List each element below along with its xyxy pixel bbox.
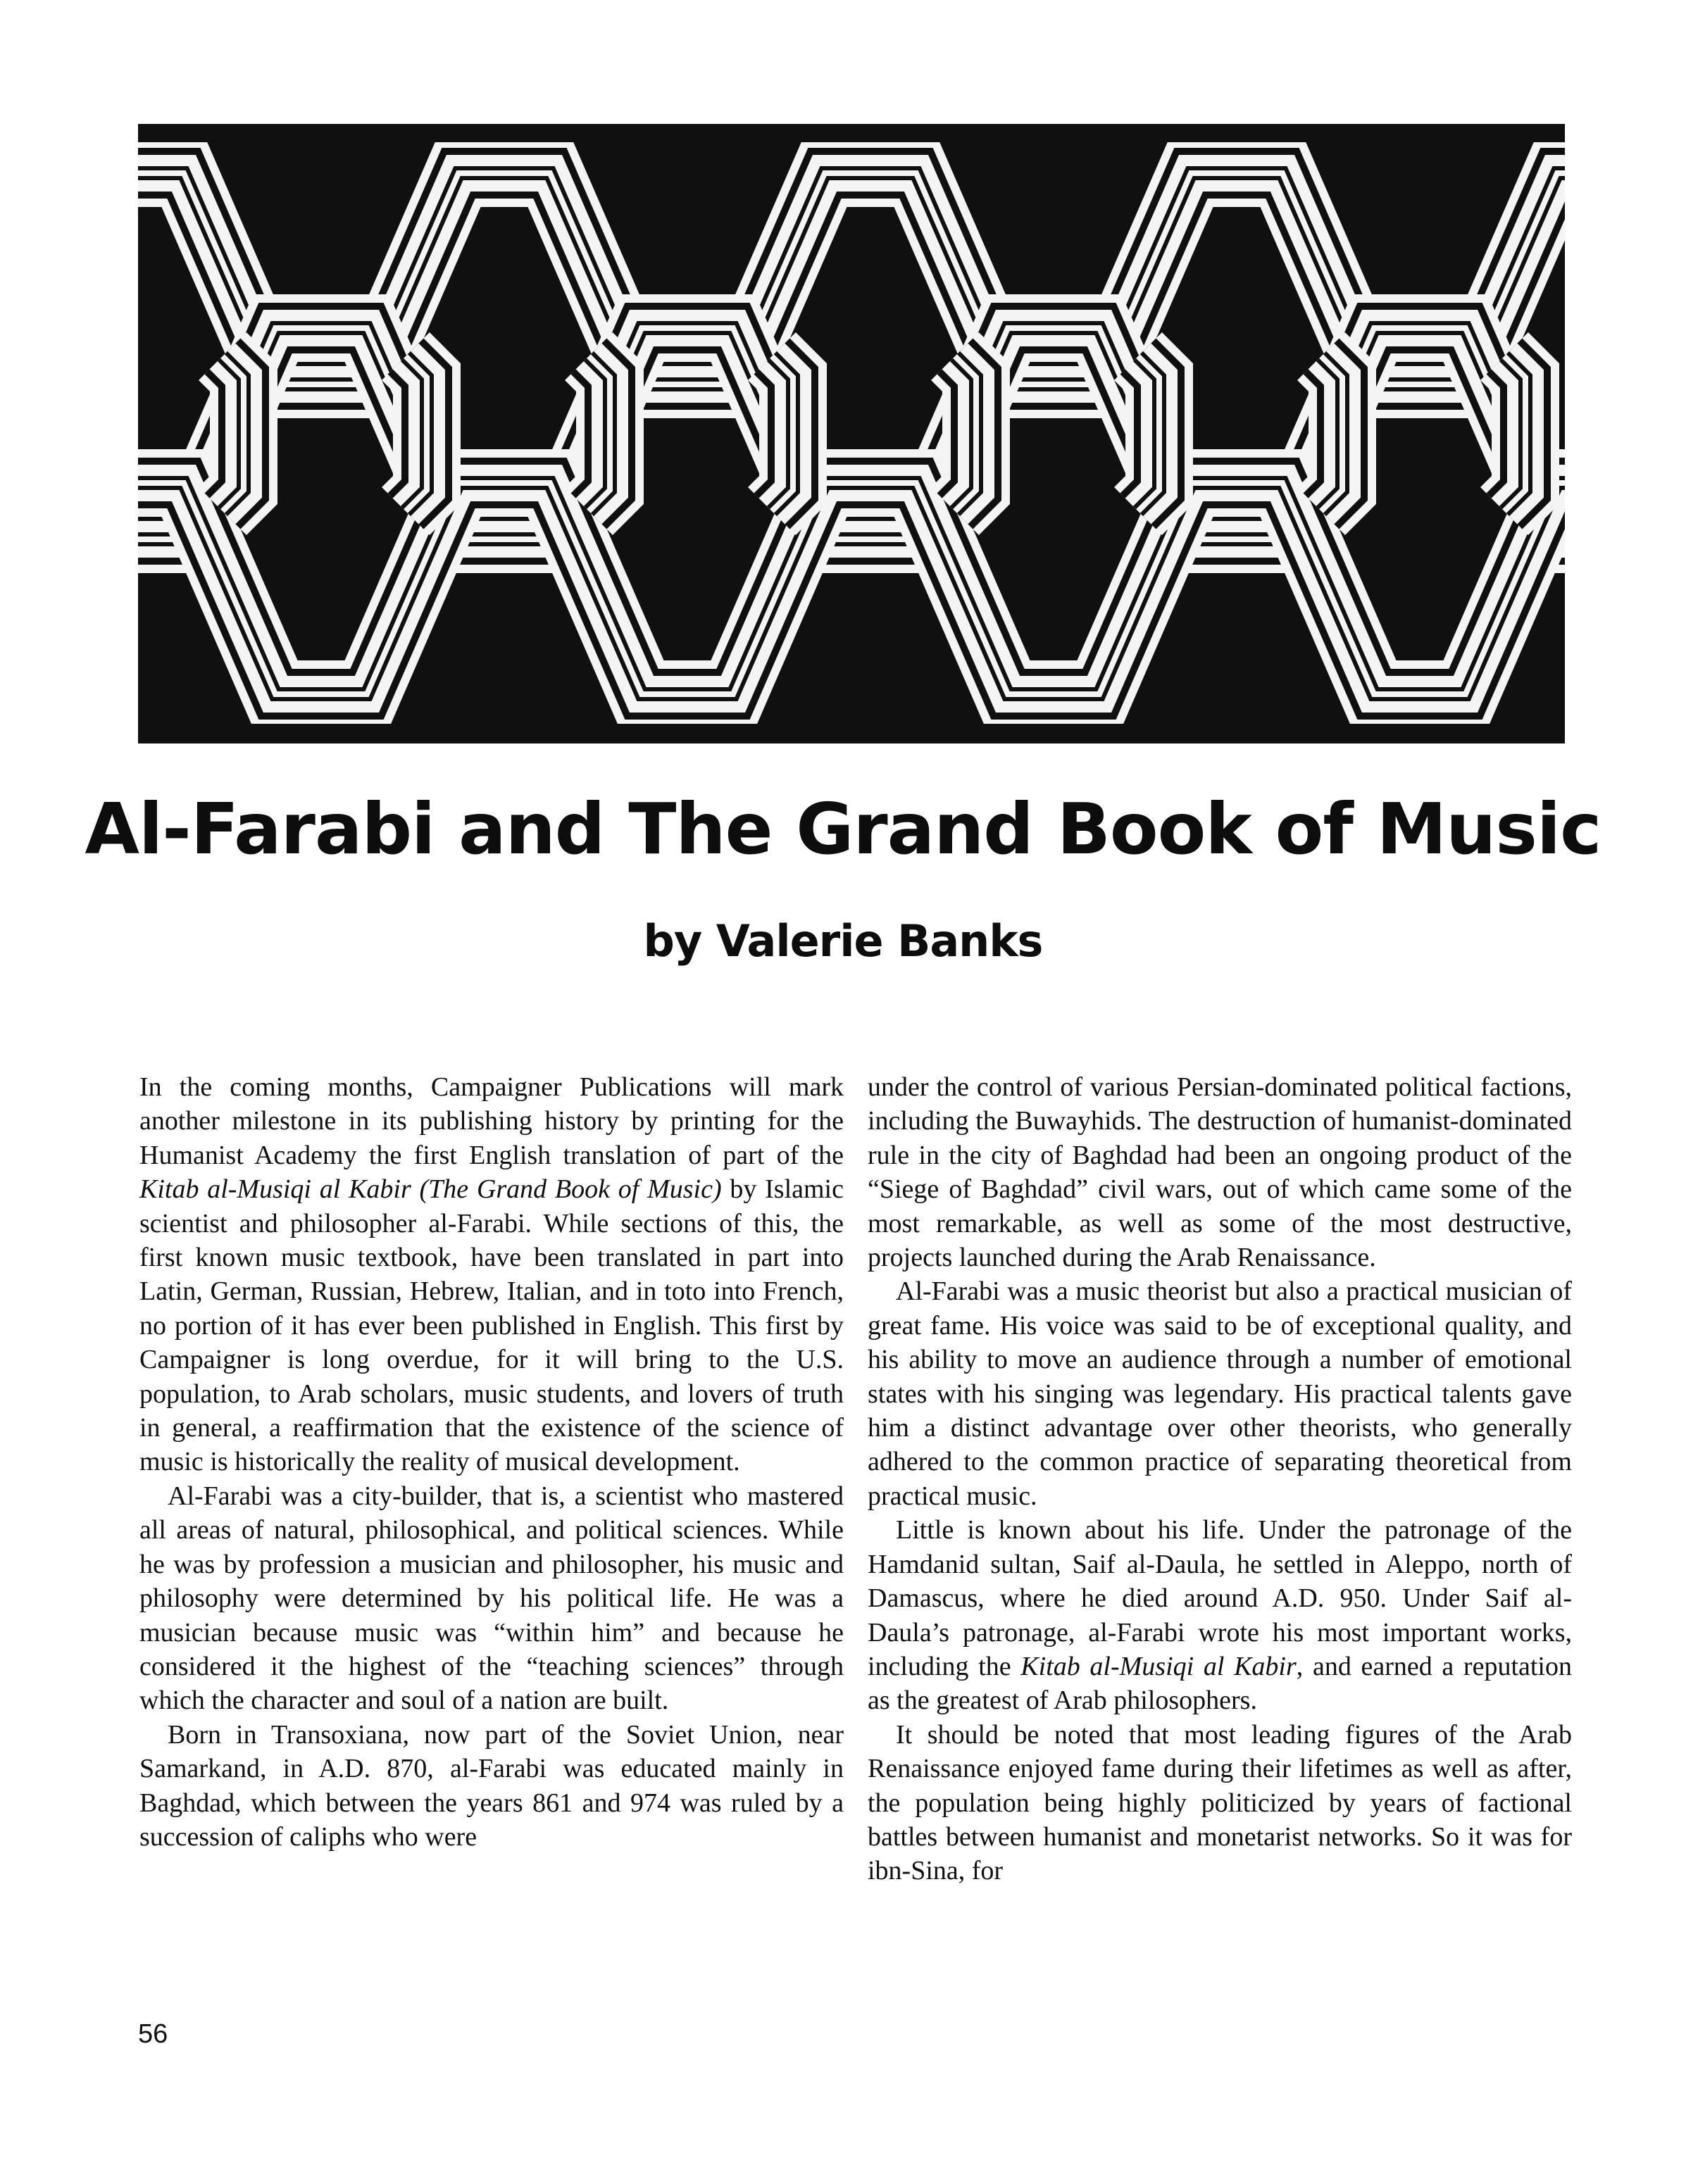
article-byline: by Valerie Banks — [643, 915, 1043, 967]
paragraph-life: Little is known about his life. Under the patronage of the Hamdanid sultan, Saif al-Daula, he settled in Aleppo, north of Damascus, where he died around A.D. 950. Under Saif al-Daula’s patronage, al-Farabi wrote his most important works, including the Kitab al-Musiqi al Kabir, and earned a reputation as the greatest of Arab philosophers. — [868, 1515, 1572, 1716]
interlaced-knot-banner — [138, 124, 1565, 743]
page-number: 56 — [138, 2019, 168, 2049]
article-column-left — [139, 1070, 844, 1854]
paragraph-musician: Al-Farabi was a music theorist but also a practical musician of great fame. His voice was said to be of exceptional quality, and his ability to move an audience through a number of emotional states with his singing was legendary. His practical talents gave him a distinct advantage over other theorists, who generally adhered to the common practice of separating theoretical from practical music. — [868, 1276, 1572, 1511]
book-title-italic: Kitab al-Musiqi al Kabir (The Grand Book of Music) — [139, 1174, 722, 1205]
paragraph-renaissance-figures: It should be noted that most leading figures of the Arab Renaissance enjoyed fame during their lifetimes as well as after, the population being highly politicized by years of factional battles between humanist and monetarist networks. So it was for ibn-Sina, for — [868, 1719, 1572, 1886]
book-title-italic: Kitab al-Musiqi al Kabir — [1020, 1651, 1297, 1681]
paragraph-city-builder: Al-Farabi was a city-builder, that is, a scientist who mastered all areas of natural, philosophical, and political sciences. While he was by profession a musician and philosopher, his music and philosophy were determined by his political life. He was a musician because music was “within him” and because he considered it the highest of the “teaching sciences” through which the character and soul of a nation are built. — [139, 1481, 844, 1716]
article-title: Al-Farabi and The Grand Book of Music — [85, 788, 1601, 870]
interlaced-knot-ornament-icon — [138, 124, 1565, 743]
article-column-right — [868, 1070, 1572, 1888]
paragraph-baghdad-continued: under the control of various Persian-dominated political factions, including the Buwayhids. The destruction of humanist-dominated rule in the city of Baghdad had been an ongoing product of the “Siege of Baghdad” civil wars, out of which came some of the most remarkable, as well as some of the most destructive, projects launched during the Arab Renaissance. — [868, 1072, 1572, 1273]
paragraph-birth: Born in Transoxiana, now part of the Soviet Union, near Samarkand, in A.D. 870, al-Farabi was educated mainly in Baghdad, which between the years 861 and 974 was ruled by a succession of caliphs who were — [139, 1719, 844, 1852]
paragraph-intro: In the coming months, Campaigner Publications will mark another milestone in its publishing history by printing for the Humanist Academy the first English translation of part of the Kitab al-Musiqi al Kabir (The Grand Book of Music) by Islamic scientist and philosopher al-Farabi. While sections of this, the first known music textbook, have been translated in part into Latin, German, Russian, Hebrew, Italian, and in toto into French, no portion of it has ever been published in English. This first by Campaigner is long overdue, for it will bring to the U.S. population, to Arab scholars, music students, and lovers of truth in general, a reaffirmation that the existence of the science of music is historically the reality of musical development. — [139, 1072, 844, 1477]
